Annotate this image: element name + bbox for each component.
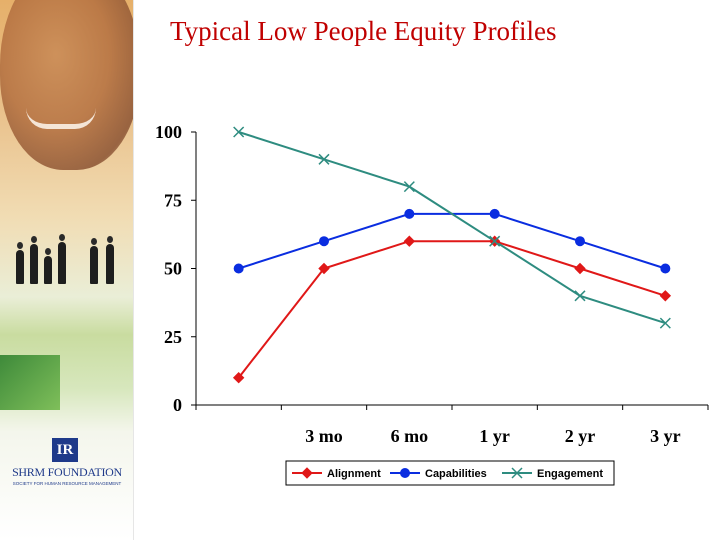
engagement-point [404,182,414,192]
chart-ticks [155,122,708,446]
logo-tagline: SOCIETY FOR HUMAN RESOURCE MANAGEMENT [12,481,122,486]
alignment-point [575,264,585,274]
alignment-legend-label: Alignment [327,468,381,480]
capabilities-point [320,237,329,246]
alignment-series-line [239,241,666,378]
engagement-point [234,127,244,137]
y-tick-label: 25 [164,326,182,347]
logo-name: SHRM FOUNDATION [12,465,122,479]
x-tick-label: 3 yr [650,426,681,446]
capabilities-point [234,264,243,273]
capabilities-legend-label: Capabilities [425,468,487,480]
x-tick-label: 6 mo [390,426,429,446]
capabilities-point [576,237,585,246]
engagement-point [575,291,585,301]
capabilities-point [661,264,670,273]
y-tick-label: 75 [164,190,182,211]
logo-mark: IR [52,438,78,462]
chart-legend [286,461,614,485]
y-tick-label: 100 [155,122,182,142]
engagement-legend-label: Engagement [537,468,604,480]
x-tick-label: 1 yr [479,426,510,446]
engagement-point [319,154,329,164]
x-tick-label: 3 mo [305,426,343,446]
y-tick-label: 50 [164,258,182,279]
capabilities-legend-marker [401,469,410,478]
alignment-point [660,291,670,301]
slide-title: Typical Low People Equity Profiles [170,16,557,46]
alignment-point [404,236,414,246]
capabilities-point [405,209,414,218]
y-tick-label: 0 [173,395,182,415]
x-tick-label: 2 yr [564,426,596,446]
chart-axes [196,132,708,405]
chart-series [234,127,671,383]
engagement-point [660,318,670,328]
capabilities-point [490,209,499,218]
